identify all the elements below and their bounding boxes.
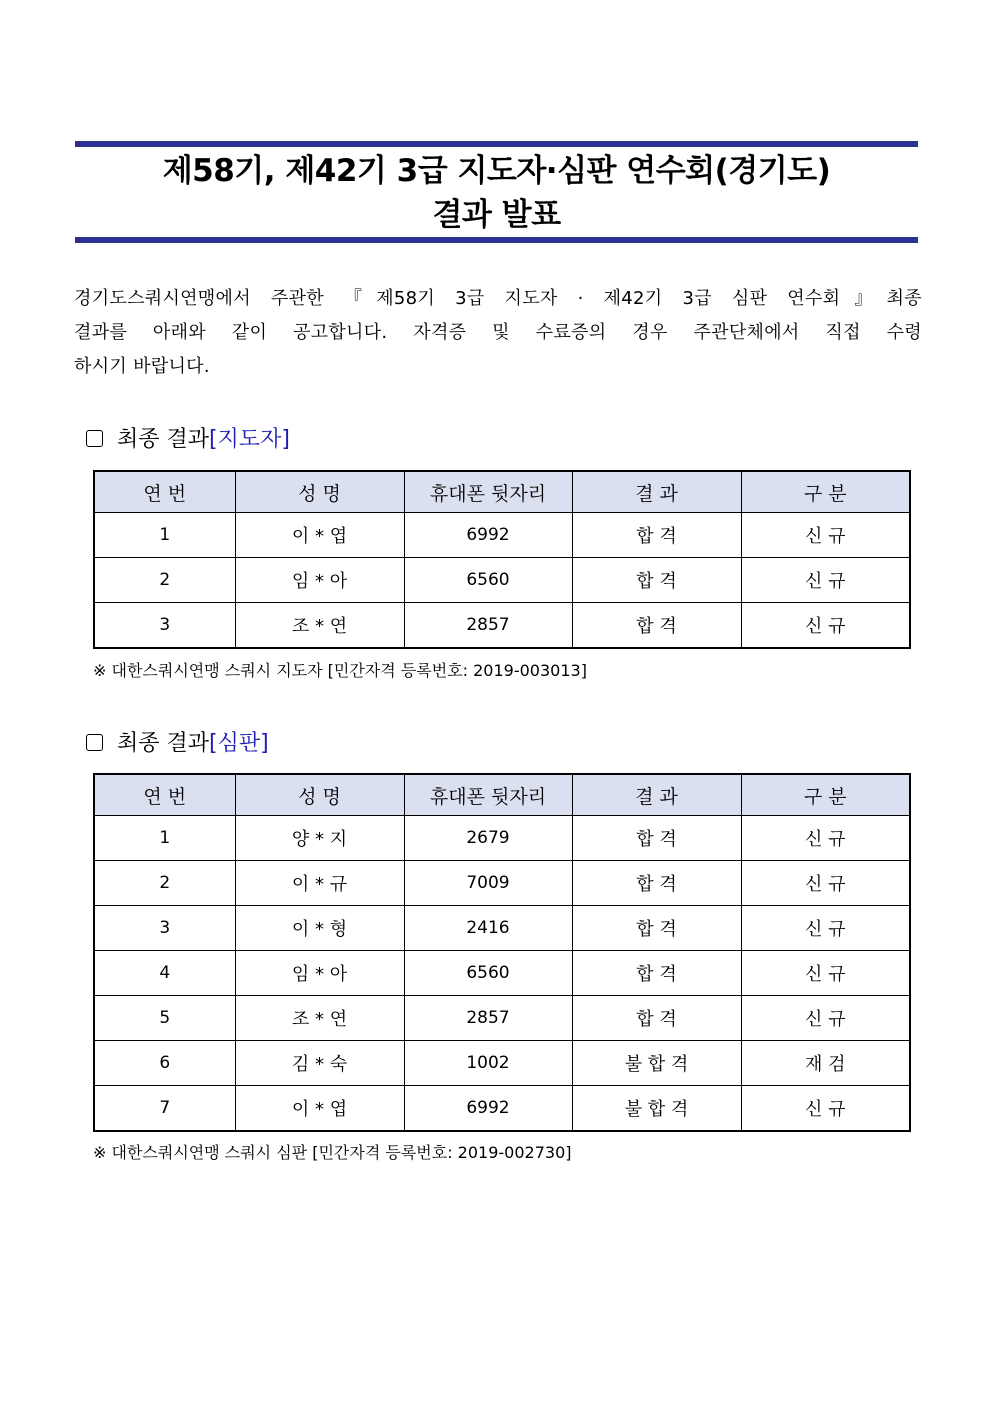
- cell-type: 재 검: [741, 1041, 910, 1086]
- cell-phone: 6560: [404, 558, 572, 603]
- cell-result: 합 격: [572, 513, 741, 558]
- cell-name: 이 * 형: [235, 906, 404, 951]
- cell-type: 신 규: [741, 951, 910, 996]
- checkbox-square-icon: [86, 734, 103, 751]
- cell-phone: 2679: [404, 816, 572, 861]
- cell-no: 3: [94, 906, 235, 951]
- header-no: 연 번: [94, 471, 235, 513]
- cell-result: 합 격: [572, 906, 741, 951]
- cell-phone: 6560: [404, 951, 572, 996]
- document-title-box: [75, 141, 918, 243]
- cell-phone: 7009: [404, 861, 572, 906]
- cell-type: 신 규: [741, 906, 910, 951]
- cell-no: 3: [94, 603, 235, 649]
- table-row: [94, 816, 910, 861]
- cell-name: 임 * 아: [235, 558, 404, 603]
- cell-no: 7: [94, 1086, 235, 1132]
- cell-result: 합 격: [572, 816, 741, 861]
- cell-name: 양 * 지: [235, 816, 404, 861]
- table-row: [94, 1041, 910, 1086]
- cell-result: 합 격: [572, 861, 741, 906]
- header-name: 성 명: [235, 471, 404, 513]
- coach-registration-note: ※ 대한스쿼시연맹 스쿼시 지도자 [민간자격 등록번호: 2019-003013]: [93, 661, 587, 680]
- header-phone: 휴대폰 뒷자리: [404, 471, 572, 513]
- cell-result: 합 격: [572, 996, 741, 1041]
- header-type: 구 분: [741, 774, 910, 816]
- table-header-row: [94, 774, 910, 816]
- cell-type: 신 규: [741, 1086, 910, 1132]
- cell-phone: 2857: [404, 603, 572, 649]
- cell-result: 합 격: [572, 558, 741, 603]
- cell-result: 합 격: [572, 603, 741, 649]
- coach-results-table: [93, 470, 911, 649]
- cell-phone: 6992: [404, 513, 572, 558]
- header-result: 결 과: [572, 774, 741, 816]
- cell-no: 2: [94, 558, 235, 603]
- cell-name: 김 * 숙: [235, 1041, 404, 1086]
- cell-no: 6: [94, 1041, 235, 1086]
- cell-type: 신 규: [741, 861, 910, 906]
- cell-name: 임 * 아: [235, 951, 404, 996]
- cell-phone: 6992: [404, 1086, 572, 1132]
- cell-phone: 2416: [404, 906, 572, 951]
- header-phone: 휴대폰 뒷자리: [404, 774, 572, 816]
- cell-result: 합 격: [572, 951, 741, 996]
- table-row: [94, 1086, 910, 1132]
- header-no: 연 번: [94, 774, 235, 816]
- cell-name: 이 * 규: [235, 861, 404, 906]
- section-heading-highlight: [심판]: [209, 731, 269, 756]
- cell-type: 신 규: [741, 603, 910, 649]
- header-result: 결 과: [572, 471, 741, 513]
- referee-results-table: [93, 773, 911, 1132]
- cell-name: 이 * 엽: [235, 513, 404, 558]
- section-heading-label: 최종 결과: [117, 731, 210, 756]
- cell-type: 신 규: [741, 996, 910, 1041]
- intro-paragraph: [74, 282, 922, 384]
- table-row: [94, 951, 910, 996]
- section-heading-highlight: [지도자]: [209, 427, 290, 452]
- table-row: [94, 603, 910, 649]
- cell-no: 2: [94, 861, 235, 906]
- intro-line-3: 하시기 바랍니다.: [74, 356, 210, 377]
- cell-name: 조 * 연: [235, 603, 404, 649]
- section-heading-referee: [86, 729, 269, 759]
- document-title: 제58기, 제42기 3급 지도자·심판 연수회(경기도): [162, 153, 831, 189]
- cell-phone: 1002: [404, 1041, 572, 1086]
- table-header-row: [94, 471, 910, 513]
- cell-type: 신 규: [741, 558, 910, 603]
- cell-no: 4: [94, 951, 235, 996]
- cell-no: 5: [94, 996, 235, 1041]
- cell-result: 불 합 격: [572, 1041, 741, 1086]
- cell-name: 조 * 연: [235, 996, 404, 1041]
- cell-name: 이 * 엽: [235, 1086, 404, 1132]
- table-row: [94, 996, 910, 1041]
- cell-result: 불 합 격: [572, 1086, 741, 1132]
- header-type: 구 분: [741, 471, 910, 513]
- cell-type: 신 규: [741, 513, 910, 558]
- table-row: [94, 906, 910, 951]
- referee-registration-note: ※ 대한스쿼시연맹 스쿼시 심판 [민간자격 등록번호: 2019-002730]: [93, 1143, 572, 1162]
- table-row: [94, 513, 910, 558]
- table-row: [94, 861, 910, 906]
- section-heading-label: 최종 결과: [117, 427, 210, 452]
- cell-type: 신 규: [741, 816, 910, 861]
- intro-line-1: 경기도스쿼시연맹에서 주관한 『제58기 3급 지도자 · 제42기 3급 심판 연수회』최종: [74, 288, 922, 309]
- document-subtitle: 결과 발표: [432, 197, 561, 233]
- header-name: 성 명: [235, 774, 404, 816]
- table-row: [94, 558, 910, 603]
- cell-no: 1: [94, 816, 235, 861]
- intro-line-2: 결과를 아래와 같이 공고합니다. 자격증 및 수료증의 경우 주관단체에서 직접 수령: [74, 322, 922, 343]
- section-heading-coach: [86, 425, 290, 455]
- cell-no: 1: [94, 513, 235, 558]
- checkbox-square-icon: [86, 430, 103, 447]
- cell-phone: 2857: [404, 996, 572, 1041]
